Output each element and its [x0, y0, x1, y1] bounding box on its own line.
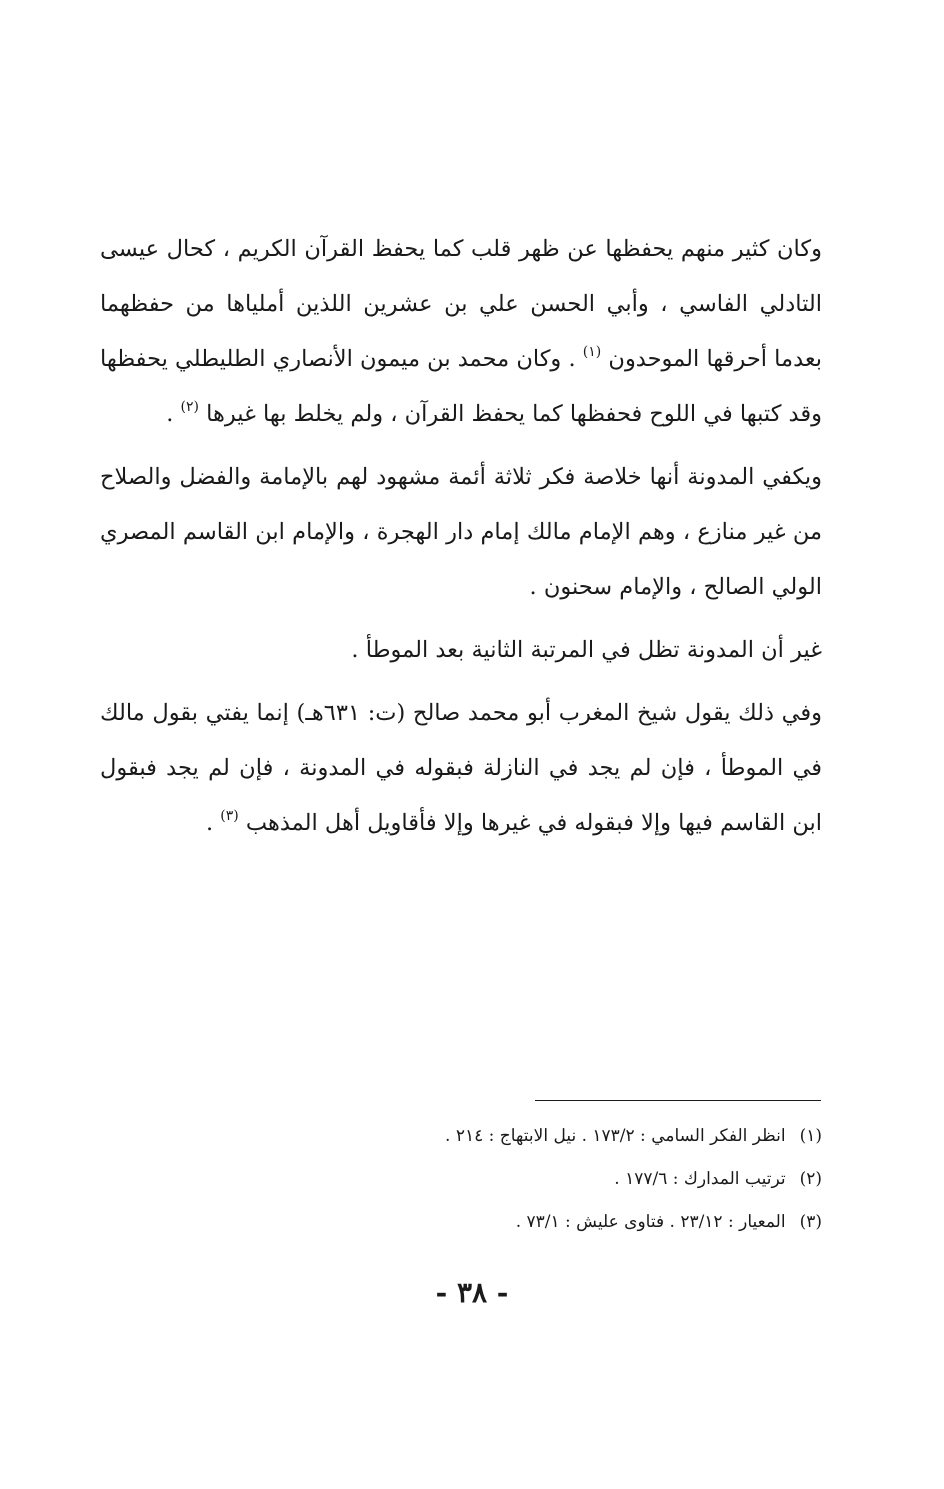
paragraph — [100, 222, 822, 442]
footnote-number: (٢) — [799, 1169, 822, 1189]
footnote-reference: (٢) — [180, 399, 199, 416]
footnote-reference: (١) — [582, 344, 602, 361]
footnote-separator — [535, 1100, 821, 1101]
footnote — [100, 1201, 822, 1244]
footnote — [100, 1115, 822, 1158]
footnote-text: المعيار : ٢٣/١٢ . فتاوى عليش : ٧٣/١ . — [515, 1212, 786, 1232]
paragraph — [100, 623, 822, 678]
page-number: - ٣٨ - — [435, 1276, 509, 1309]
paragraph — [100, 450, 822, 615]
footnote-text: ترتيب المدارك : ١٧٧/٦ . — [614, 1169, 786, 1189]
footnotes — [100, 1115, 822, 1244]
footnote-reference: (٣) — [220, 808, 239, 825]
paragraph-text: . — [205, 810, 221, 836]
footnote-number: (٣) — [799, 1212, 822, 1232]
footnote — [100, 1158, 822, 1201]
paragraph-text: غير أن المدونة تظل في المرتبة الثانية بعد الموطأ . — [351, 637, 822, 663]
paragraph — [100, 686, 822, 851]
paragraph-text: . وكان محمد بن ميمون الأنصاري الطليطلي يحفظها وقد كتبها في اللوح فحفظها كما يحفظ القرآن ، ولم يخلط بها غيرها — [100, 346, 822, 427]
paragraph-text: ويكفي المدونة أنها خلاصة فكر ثلاثة أئمة مشهود لهم بالإمامة والفضل والصلاح من غير منازع ، وهم الإمام مالك إمام دار الهجرة ، والإمام ابن القاسم المصري الولي الصالح ، والإمام سحنون . — [100, 464, 822, 600]
main-text — [100, 222, 822, 851]
paragraph-text: . — [166, 401, 181, 427]
footnote-number: (١) — [799, 1126, 822, 1146]
paragraph-text: وفي ذلك يقول شيخ المغرب أبو محمد صالح (ت: ٦٣١هـ) إنما يفتي بقول مالك في الموطأ ، فإن لم يجد في النازلة فبقوله في المدونة ، فإن لم يجد فبقول ابن القاسم فيها وإلا فبقوله في غيرها وإلا فأقاويل أهل المذهب — [100, 700, 822, 836]
paragraph-text: وكان كثير منهم يحفظها عن ظهر قلب كما يحفظ القرآن الكريم ، كحال عيسى التادلي الفاسي ، وأبي الحسن علي بن عشرين اللذين أملياها من حفظهما بعدما أحرقها الموحدون — [100, 236, 823, 372]
footnote-text: انظر الفكر السامي : ١٧٣/٢ . نيل الابتهاج : ٢١٤ . — [445, 1126, 786, 1146]
